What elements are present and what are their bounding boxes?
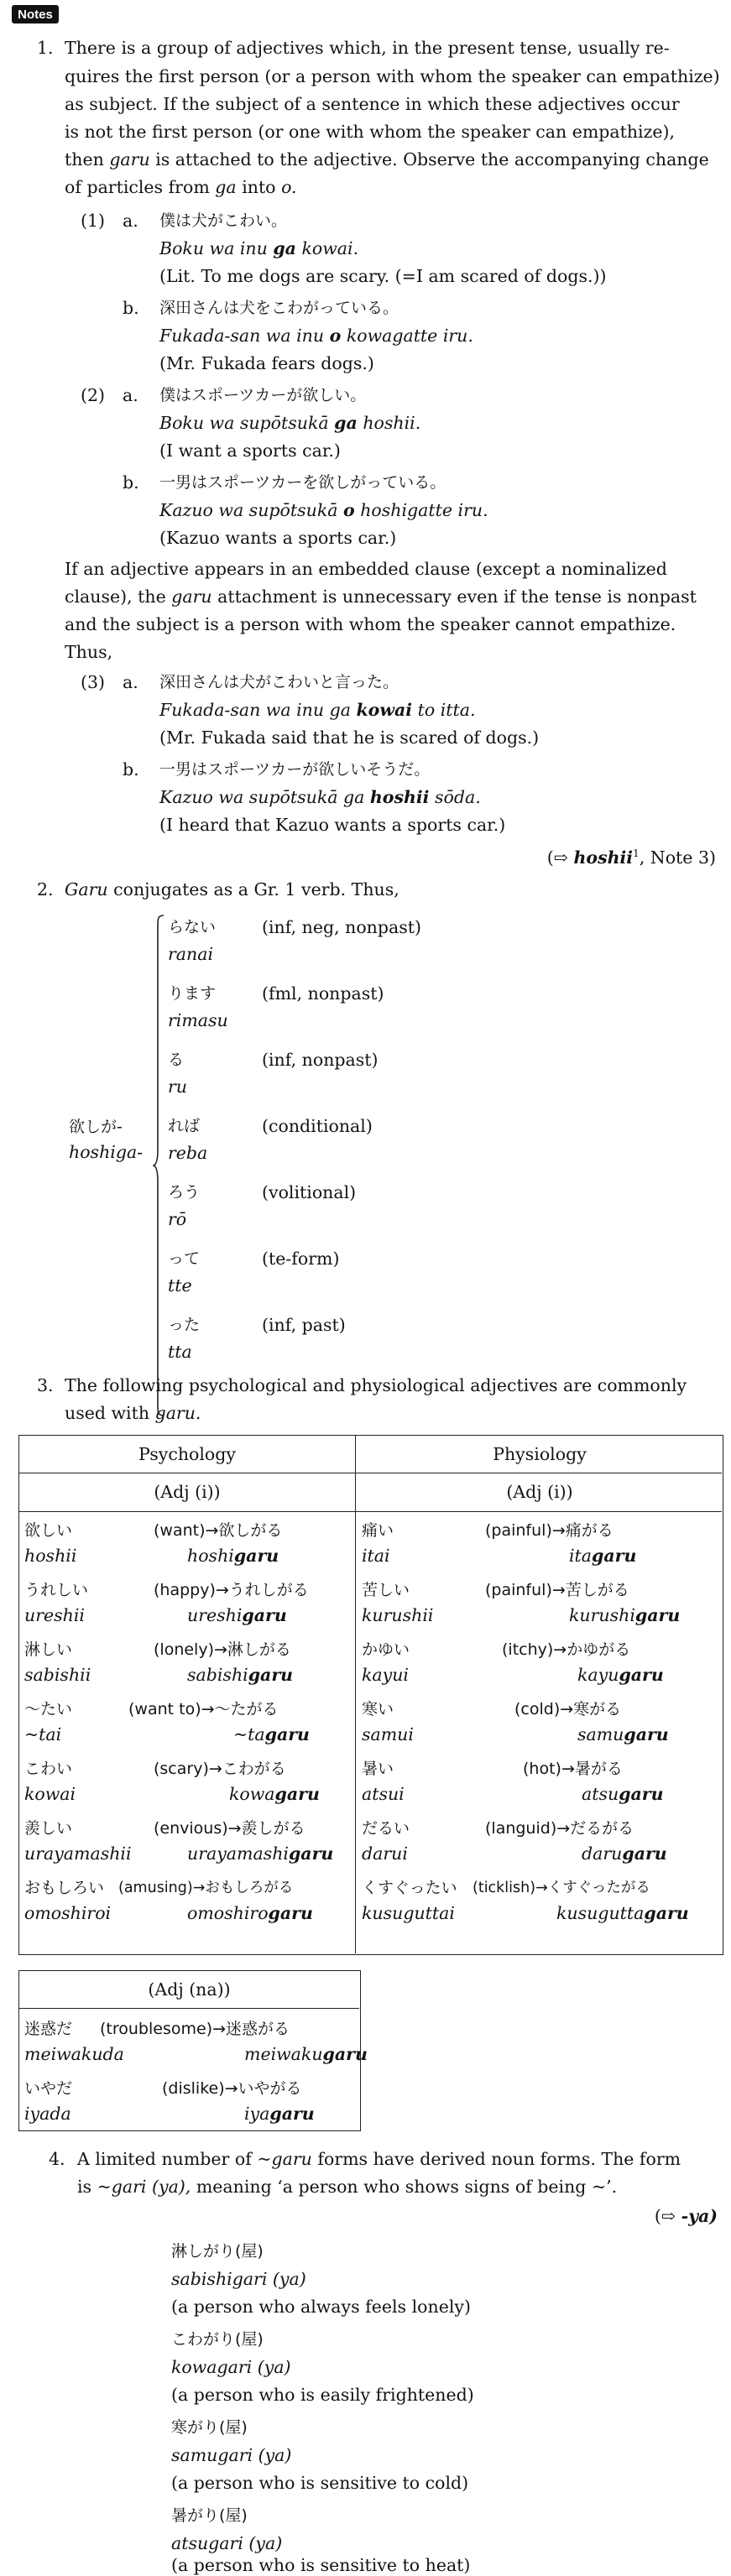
text: is [77,2177,92,2197]
form-japanese: った [168,1316,201,1334]
adjective-japanese: かゆい [362,1640,410,1659]
note1-para2-line-2 [65,586,697,607]
derived-noun-japanese: 暑がり(屋) [171,2506,248,2525]
text: kayu [577,1665,619,1685]
ref-superscript: 1 [633,847,640,859]
bold-particle: ga [273,238,296,258]
note1-para2-line-4: Thus, [65,642,113,662]
text: then [65,149,104,169]
garu-romaji [187,1843,333,1864]
adjective-romaji: urayamashii [24,1843,132,1864]
form-romaji: reba [168,1143,208,1163]
adjective-romaji: iyada [24,2104,71,2124]
bold-suffix: garu [592,1546,637,1566]
garu-romaji [244,2043,368,2065]
example-2b-translation: (Kazuo wants a sports car.) [159,528,397,548]
note1-line-5 [65,149,709,170]
garu-romaji [229,1783,320,1805]
adjective-romaji: samui [362,1724,414,1744]
text: clause), the [65,587,166,607]
example-2a-label: a. [123,385,138,405]
example-1a-label: a. [123,211,138,231]
bold-suffix: garu [233,1546,279,1566]
adjective-romaji: kurushii [362,1605,434,1625]
garu-romaji [569,1604,680,1626]
cross-reference-ya[interactable] [655,2205,718,2227]
text: kusugutta [556,1903,645,1923]
garu-romaji [187,1664,293,1686]
example-1a-translation: (Lit. To me dogs are scary. (=I am scared of dogs.)) [159,266,607,286]
adjective-gloss: (happy)→うれしがる [154,1581,309,1599]
text: A limited number of [77,2149,252,2169]
example-2a-romaji [159,412,420,434]
note3-number: 3. [37,1375,54,1395]
bold-term: kowai [356,700,413,720]
adjective-romaji: meiwakuda [24,2044,124,2064]
form-description: (inf, past) [262,1315,346,1335]
derived-noun-meaning: (a person who is sensitive to heat) [171,2555,471,2575]
form-japanese: れば [168,1117,201,1135]
bold-suffix: garu [264,1724,310,1744]
garu-romaji [577,1723,669,1745]
form-description: (inf, nonpast) [262,1050,379,1070]
row-divider [19,1511,722,1512]
adjective-japanese: おもしろい [24,1879,105,1897]
text: into [242,177,276,197]
text: (Adj (i)) [506,1482,573,1502]
derived-noun-meaning: (a person who always feels lonely) [171,2297,471,2317]
text: of particles from [65,177,210,197]
text: urayamashi [187,1843,289,1864]
example-3b-translation: (I heard that Kazuo wants a sports car.) [159,815,506,835]
note3-line-2 [65,1402,201,1424]
bold-particle: o [343,500,355,520]
adjective-romaji: darui [362,1843,408,1864]
text: ureshi [187,1605,243,1625]
example-3a-label: a. [123,672,138,692]
example-1a-romaji [159,237,358,259]
bold-suffix: garu [619,1665,664,1685]
adjective-gloss: (lonely)→淋しがる [154,1640,291,1659]
text: Boku wa inu [159,238,268,258]
text: attachment is unnecessary even if the tense is nonpast [217,587,697,607]
adjective-gloss: (cold)→寒がる [514,1700,622,1718]
note1-para2-line-3: and the subject is a person with whom the speaker cannot empathize. [65,614,676,634]
text: hoshii. [363,413,421,433]
adjective-romaji: sabishii [24,1665,91,1685]
text: Kazuo wa supōtsukā [159,500,338,520]
adjective-romaji: kusuguttai [362,1903,455,1923]
derived-noun-meaning: (a person who is easily frightened) [171,2385,474,2405]
adjective-japanese: ～たい [24,1700,73,1718]
text: omoshiro [187,1903,269,1923]
adjective-na-table [18,1970,368,2131]
note1-para2-line-1: If an adjective appears in an embedded clause (except a nominalized [65,559,667,579]
subheader-adj-i [19,1473,355,1510]
text: kowa [229,1784,275,1804]
form-description: (fml, nonpast) [262,983,384,1004]
note1-line-4: is not the first person (or one with whom the speaker can empathize), [65,122,676,142]
adjective-romaji: ~tai [24,1724,62,1744]
ref-term: hoshii [573,847,634,868]
conjugation-stem-japanese: 欲しが- [69,1118,123,1136]
form-japanese: って [168,1249,201,1268]
text: Kazuo wa supōtsukā ga [159,787,365,807]
bold-suffix: garu [644,1903,689,1923]
example-3b-romaji [159,786,481,808]
garu-romaji [582,1843,667,1864]
text: forms have derived noun forms. The form [317,2149,681,2169]
text: sōda. [435,787,481,807]
bold-suffix: garu [269,2104,315,2124]
term-gari-ya: ~gari (ya), [97,2177,191,2197]
garu-romaji [244,2103,315,2125]
bold-suffix: garu [622,1843,667,1864]
text: daru [582,1843,623,1864]
adjective-japanese: うれしい [24,1581,89,1599]
form-description [262,1248,339,1270]
derived-noun-romaji: samugari (ya) [171,2445,292,2465]
form-description: (inf, neg, nonpast) [262,917,421,937]
example-3-label: (3) [81,672,106,692]
cross-reference-hoshii[interactable] [547,842,716,868]
note4-number: 4. [49,2149,65,2169]
subheader-adj-na: (Adj (na)) [148,1979,231,2000]
header-psychology: Psychology [138,1444,236,1464]
adjective-gloss: (troublesome)→迷惑がる [100,2020,290,2038]
note1-line-2: quires the first person (or a person with whom the speaker can empathize) [65,66,720,86]
row-divider [19,2008,359,2009]
derived-noun-romaji: kowagari (ya) [171,2357,291,2377]
bold-suffix: garu [242,1605,287,1625]
notes-badge: Notes [12,5,59,23]
text: conjugates as a Gr. 1 verb. Thus, [113,879,399,900]
derived-noun-japanese: こわがり(屋) [171,2330,264,2349]
term-garu: Garu [65,879,108,900]
adjective-gloss: (dislike)→いやがる [162,2079,302,2098]
text: sabishi [187,1665,248,1685]
example-3b-japanese: 一男はスポーツカーが欲しいそうだ。 [159,760,431,779]
term-garu: garu [109,149,150,169]
form-romaji: tte [168,1275,192,1296]
form-romaji: ru [168,1077,188,1097]
text: kurushi [569,1605,635,1625]
example-1b-romaji [159,325,473,347]
form-description: (volitional) [262,1182,357,1202]
ref-term: -ya) [681,2206,718,2226]
bold-term: hoshii [369,787,430,807]
derived-noun-romaji: sabishigari (ya) [171,2269,306,2289]
garu-romaji [187,1545,279,1567]
adjective-gloss: (languid)→だるがる [485,1819,634,1838]
adjective-romaji: itai [362,1546,390,1566]
text: meiwaku [244,2044,323,2064]
adjective-gloss: (amusing)→おもしろがる [118,1880,294,1896]
example-1a-japanese: 僕は犬がこわい。 [159,211,288,230]
subheader-adj-i [357,1473,723,1510]
adjective-japanese: 寒い [362,1700,394,1718]
derived-noun-meaning: (a person who is sensitive to cold) [171,2473,469,2493]
adjective-romaji: kayui [362,1665,409,1685]
adjective-romaji: atsui [362,1784,405,1804]
adjective-japanese: こわい [24,1760,73,1778]
adjective-gloss: (envious)→羨しがる [154,1819,305,1838]
garu-romaji [577,1664,664,1686]
form-romaji: rō [168,1209,187,1229]
adjective-gloss: (want)→欲しがる [154,1521,283,1540]
text: Fukada-san wa inu [159,326,325,346]
bold-suffix: garu [322,2044,368,2064]
example-3a-japanese: 深田さんは犬がこわいと言った。 [159,673,399,691]
adjective-gloss: (hot)→暑がる [523,1760,623,1778]
adjective-romaji: hoshii [24,1546,77,1566]
adjective-romaji: omoshiroi [24,1903,112,1923]
text: is attached to the adjective. Observe the accompanying change [155,149,709,169]
bold-suffix: garu [274,1784,320,1804]
text: kowai. [301,238,359,258]
example-2-label: (2) [81,385,106,405]
form-romaji: rimasu [168,1010,228,1030]
text: Fukada-san wa inu ga [159,700,351,720]
text: (Adj (i)) [154,1482,221,1502]
adjective-japanese: 痛い [362,1521,394,1540]
conjugation-stem-romaji: hoshiga- [69,1142,144,1162]
form-description: (conditional) [262,1116,373,1136]
adjective-japanese: 欲しい [24,1521,73,1540]
text: atsu [582,1784,619,1804]
adjective-gloss: (painful)→苦しがる [485,1581,629,1599]
note3-line-1: The following psychological and physiological adjectives are commonly [65,1375,687,1395]
adjective-gloss: (painful)→痛がる [485,1521,614,1540]
term-garu: ~garu [257,2149,312,2169]
note4-line-2 [77,2176,617,2198]
term-ga: ga [215,177,237,197]
note2-number: 2. [37,879,54,900]
bold-suffix: garu [288,1843,334,1864]
garu-romaji [187,1604,287,1626]
column-divider [355,1436,356,1953]
arrow-icon: (⇨ [546,847,568,868]
text: Boku wa supōtsukā [159,413,329,433]
adjective-japanese: 淋しい [24,1640,73,1659]
example-2a-translation: (I want a sports car.) [159,441,341,461]
bold-suffix: garu [624,1724,669,1744]
garu-romaji [556,1902,689,1924]
example-2a-japanese: 僕はスポーツカーが欲しい。 [159,386,367,404]
note4-line-1 [77,2148,681,2170]
term-garu: garu. [154,1403,201,1423]
derived-noun-japanese: 淋しがり(屋) [171,2242,264,2261]
adjective-gloss: (scary)→こわがる [154,1760,286,1778]
adjective-gloss: (ticklish)→くすぐったがる [473,1880,650,1896]
example-2b-label: b. [123,472,139,493]
term-o: o. [281,177,297,197]
form-japanese: ります [168,984,217,1003]
example-2b-japanese: 一男はスポーツカーを欲しがっている。 [159,473,446,492]
text: iya [244,2104,270,2124]
adjective-gloss: (want to)→～たがる [128,1700,279,1718]
form-romaji: tta [168,1342,192,1362]
header-physiology: Physiology [493,1444,587,1464]
adjective-romaji: ureshii [24,1605,85,1625]
garu-romaji [569,1545,636,1567]
derived-noun-japanese: 寒がり(屋) [171,2418,248,2437]
example-1b-japanese: 深田さんは犬をこわがっている。 [159,299,399,317]
garu-romaji [187,1902,313,1924]
bold-particle: ga [334,413,358,433]
text: meaning ‘a person who shows signs of being ~’. [196,2177,618,2197]
term-garu: garu [171,587,212,607]
text: hoshi [187,1546,234,1566]
example-1b-label: b. [123,298,139,318]
text: ~ta [233,1724,265,1744]
bold-particle: o [329,326,342,346]
example-3b-label: b. [123,759,139,780]
adjective-japanese: いやだ [24,2079,73,2098]
form-japanese: ろう [168,1183,201,1202]
text: kowagatte iru. [346,326,473,346]
arrow-icon: (⇨ [654,2206,676,2226]
text: used with [65,1403,150,1423]
adjective-japanese: 暑い [362,1760,394,1778]
form-japanese: る [168,1051,185,1069]
example-1b-translation: (Mr. Fukada fears dogs.) [159,353,374,373]
adjective-japanese: 苦しい [362,1581,410,1599]
text: ita [569,1546,593,1566]
note1-line-6 [65,176,297,198]
form-japanese: らない [168,918,217,936]
derived-noun-romaji: atsugari (ya) [171,2533,283,2553]
bold-suffix: garu [619,1784,664,1804]
text: to itta. [417,700,476,720]
text: samu [577,1724,624,1744]
example-2b-romaji [159,499,488,521]
example-1-label: (1) [81,211,106,231]
adjective-table [18,1435,723,1955]
note1-number: 1. [37,38,54,58]
adjective-japanese: 羨しい [24,1819,73,1838]
adjective-gloss: (itchy)→かゆがる [502,1640,631,1659]
adjective-japanese: 迷惑だ [24,2020,73,2038]
curly-brace-icon [153,915,164,1416]
adjective-japanese: くすぐったい [362,1879,457,1897]
bold-suffix: garu [268,1903,313,1923]
note2-intro [65,879,399,900]
bold-suffix: garu [634,1605,681,1625]
text: hoshigatte iru. [360,500,488,520]
text: (te-form) [262,1249,340,1269]
note1-line-3: as subject. If the subject of a sentence in which these adjectives occur [65,94,680,114]
garu-romaji [233,1723,310,1745]
note1-line-1: There is a group of adjectives which, in the present tense, usually re- [65,38,670,58]
bold-suffix: garu [248,1665,294,1685]
form-romaji: ranai [168,944,214,964]
garu-romaji [582,1783,664,1805]
text: , Note 3) [639,847,716,868]
example-3a-romaji [159,699,475,721]
example-3a-translation: (Mr. Fukada said that he is scared of dogs.) [159,727,540,748]
adjective-japanese: だるい [362,1819,410,1838]
adjective-romaji: kowai [24,1784,76,1804]
